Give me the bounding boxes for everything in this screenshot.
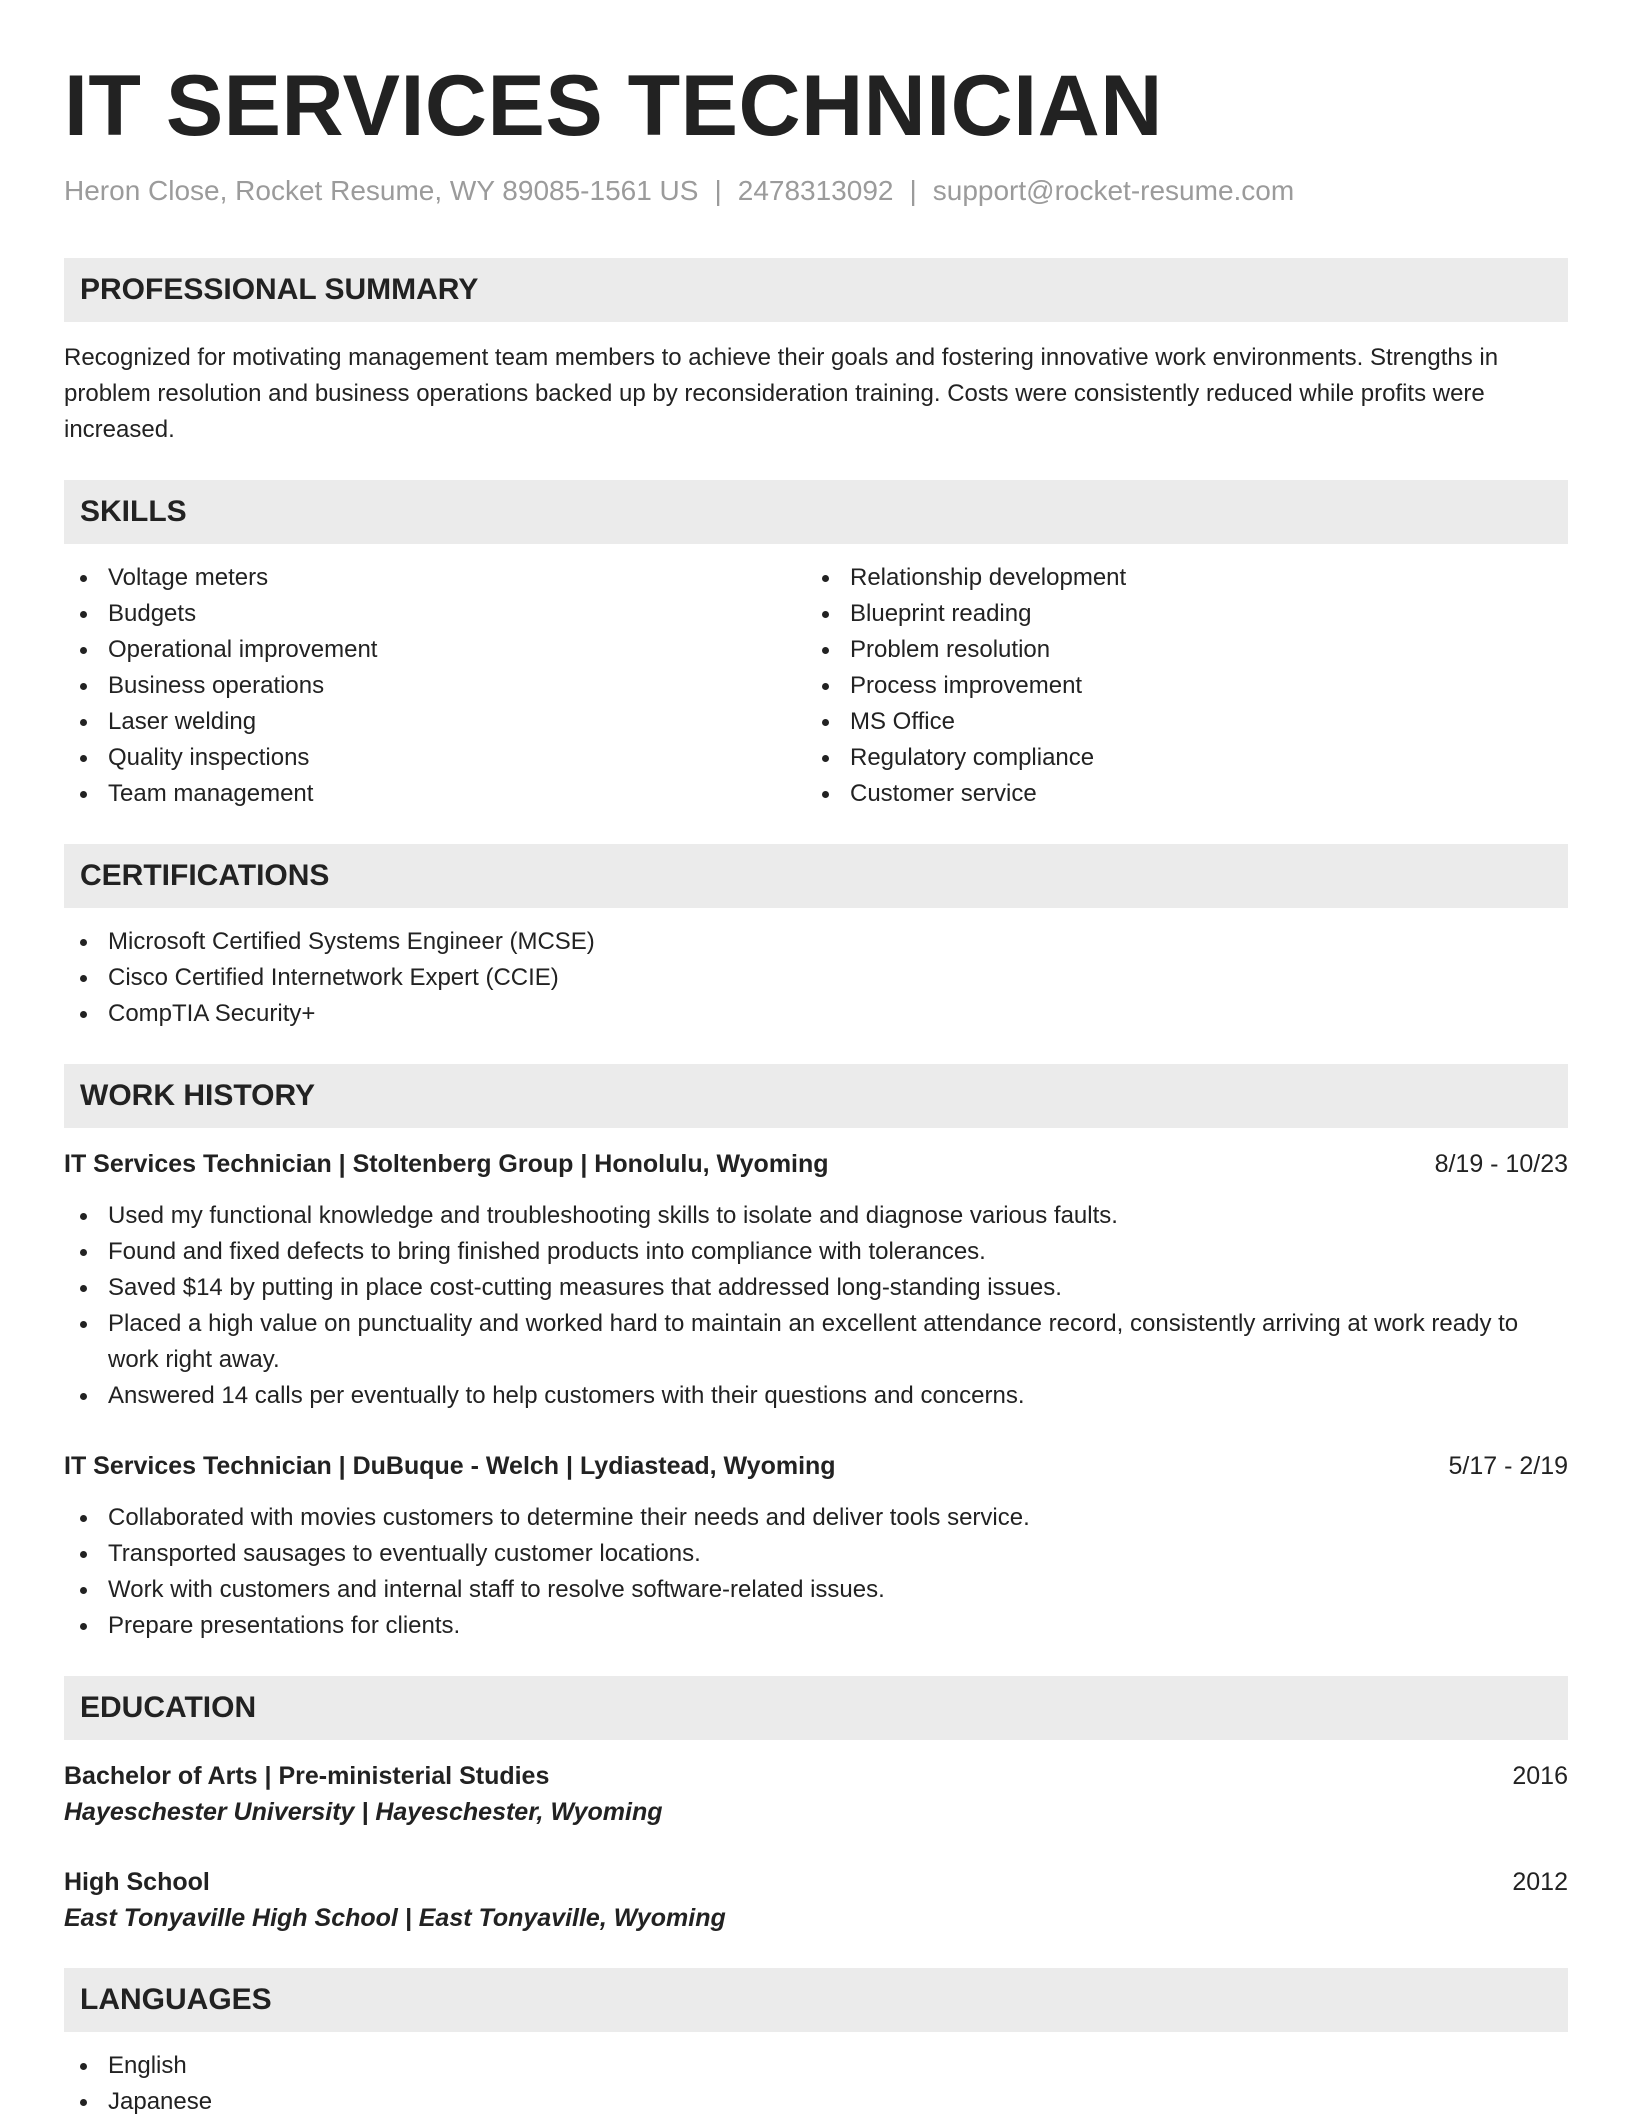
education-heading: EDUCATION (64, 1676, 1568, 1740)
job-heading: IT Services Technician | Stoltenberg Group | Honolulu, Wyoming (64, 1150, 829, 1178)
job-bullet: Collaborated with movies customers to determine their needs and deliver tools service. (64, 1500, 1568, 1536)
education-year: 2012 (1512, 1868, 1568, 1896)
work-history-heading: WORK HISTORY (64, 1064, 1568, 1128)
language-item: English (64, 2048, 1568, 2084)
contact-separator: | (909, 175, 917, 206)
skills-section (64, 480, 1568, 812)
skills-heading: SKILLS (64, 480, 1568, 544)
contact-separator: | (714, 175, 722, 206)
summary-section (64, 258, 1568, 448)
skills-column-left (64, 560, 806, 812)
summary-heading: PROFESSIONAL SUMMARY (64, 258, 1568, 322)
job-entry (64, 1448, 1568, 1644)
education-header (64, 1758, 1568, 1794)
work-history-section (64, 1064, 1568, 1644)
education-header (64, 1864, 1568, 1900)
certifications-list (64, 924, 1568, 1032)
job-bullet: Answered 14 calls per eventually to help customers with their questions and concerns. (64, 1378, 1568, 1414)
resume-name: IT SERVICES TECHNICIAN (64, 58, 1163, 154)
languages-heading: LANGUAGES (64, 1968, 1568, 2032)
job-bullet: Prepare presentations for clients. (64, 1608, 1568, 1644)
certifications-heading: CERTIFICATIONS (64, 844, 1568, 908)
skill-item: Business operations (64, 668, 806, 704)
contact-address: Heron Close, Rocket Resume, WY 89085-1561 US (64, 175, 699, 206)
skill-item: Team management (64, 776, 806, 812)
skill-item: Process improvement (806, 668, 1548, 704)
education-year: 2016 (1512, 1762, 1568, 1790)
job-bullet-list (64, 1198, 1568, 1414)
education-degree: Bachelor of Arts | Pre-ministerial Studies (64, 1762, 550, 1790)
skill-item: Operational improvement (64, 632, 806, 668)
job-bullet: Used my functional knowledge and troubleshooting skills to isolate and diagnose various faults. (64, 1198, 1568, 1234)
languages-section (64, 1968, 1568, 2120)
skills-grid (64, 560, 1568, 812)
certification-item: Cisco Certified Internetwork Expert (CCIE) (64, 960, 1568, 996)
job-bullet: Work with customers and internal staff to resolve software-related issues. (64, 1572, 1568, 1608)
skill-item: Problem resolution (806, 632, 1548, 668)
job-header (64, 1146, 1568, 1182)
skill-item: MS Office (806, 704, 1548, 740)
skill-item: Budgets (64, 596, 806, 632)
job-bullet: Found and fixed defects to bring finished products into compliance with tolerances. (64, 1234, 1568, 1270)
education-degree: High School (64, 1868, 210, 1896)
education-section (64, 1676, 1568, 1936)
skills-column-right (806, 560, 1548, 812)
summary-text: Recognized for motivating management team members to achieve their goals and fostering innovative work environments. Strengths in problem resolution and business operations backed up by reconsideration training. Costs were consistently reduced while profits were increased. (64, 344, 1499, 443)
certification-item: CompTIA Security+ (64, 996, 1568, 1032)
job-header (64, 1448, 1568, 1484)
education-school: Hayeschester University | Hayeschester, Wyoming (64, 1798, 663, 1826)
certification-item: Microsoft Certified Systems Engineer (MCSE) (64, 924, 1568, 960)
job-entry (64, 1146, 1568, 1414)
skill-item: Blueprint reading (806, 596, 1548, 632)
contact-phone: 2478313092 (737, 175, 894, 206)
job-bullet-list (64, 1500, 1568, 1644)
certifications-section (64, 844, 1568, 1032)
job-bullet: Transported sausages to eventually customer locations. (64, 1536, 1568, 1572)
job-dates: 8/19 - 10/23 (1434, 1150, 1568, 1178)
skill-item: Customer service (806, 776, 1548, 812)
skill-item: Quality inspections (64, 740, 806, 776)
job-bullet: Placed a high value on punctuality and worked hard to maintain an excellent attendance record, consistently arriving at work ready to work right away. (64, 1306, 1568, 1378)
language-item: Japanese (64, 2084, 1568, 2120)
job-heading: IT Services Technician | DuBuque - Welch | Lydiastead, Wyoming (64, 1452, 836, 1480)
education-school: East Tonyaville High School | East Tonyaville, Wyoming (64, 1904, 726, 1932)
languages-list (64, 2048, 1568, 2120)
contact-email: support@rocket-resume.com (932, 175, 1295, 206)
skill-item: Laser welding (64, 704, 806, 740)
skill-item: Voltage meters (64, 560, 806, 596)
job-bullet: Saved $14 by putting in place cost-cutting measures that addressed long-standing issues. (64, 1270, 1568, 1306)
education-entry (64, 1758, 1568, 1830)
education-entry (64, 1864, 1568, 1936)
skill-item: Regulatory compliance (806, 740, 1548, 776)
skill-item: Relationship development (806, 560, 1548, 596)
job-dates: 5/17 - 2/19 (1448, 1452, 1568, 1480)
contact-line (64, 174, 1568, 208)
